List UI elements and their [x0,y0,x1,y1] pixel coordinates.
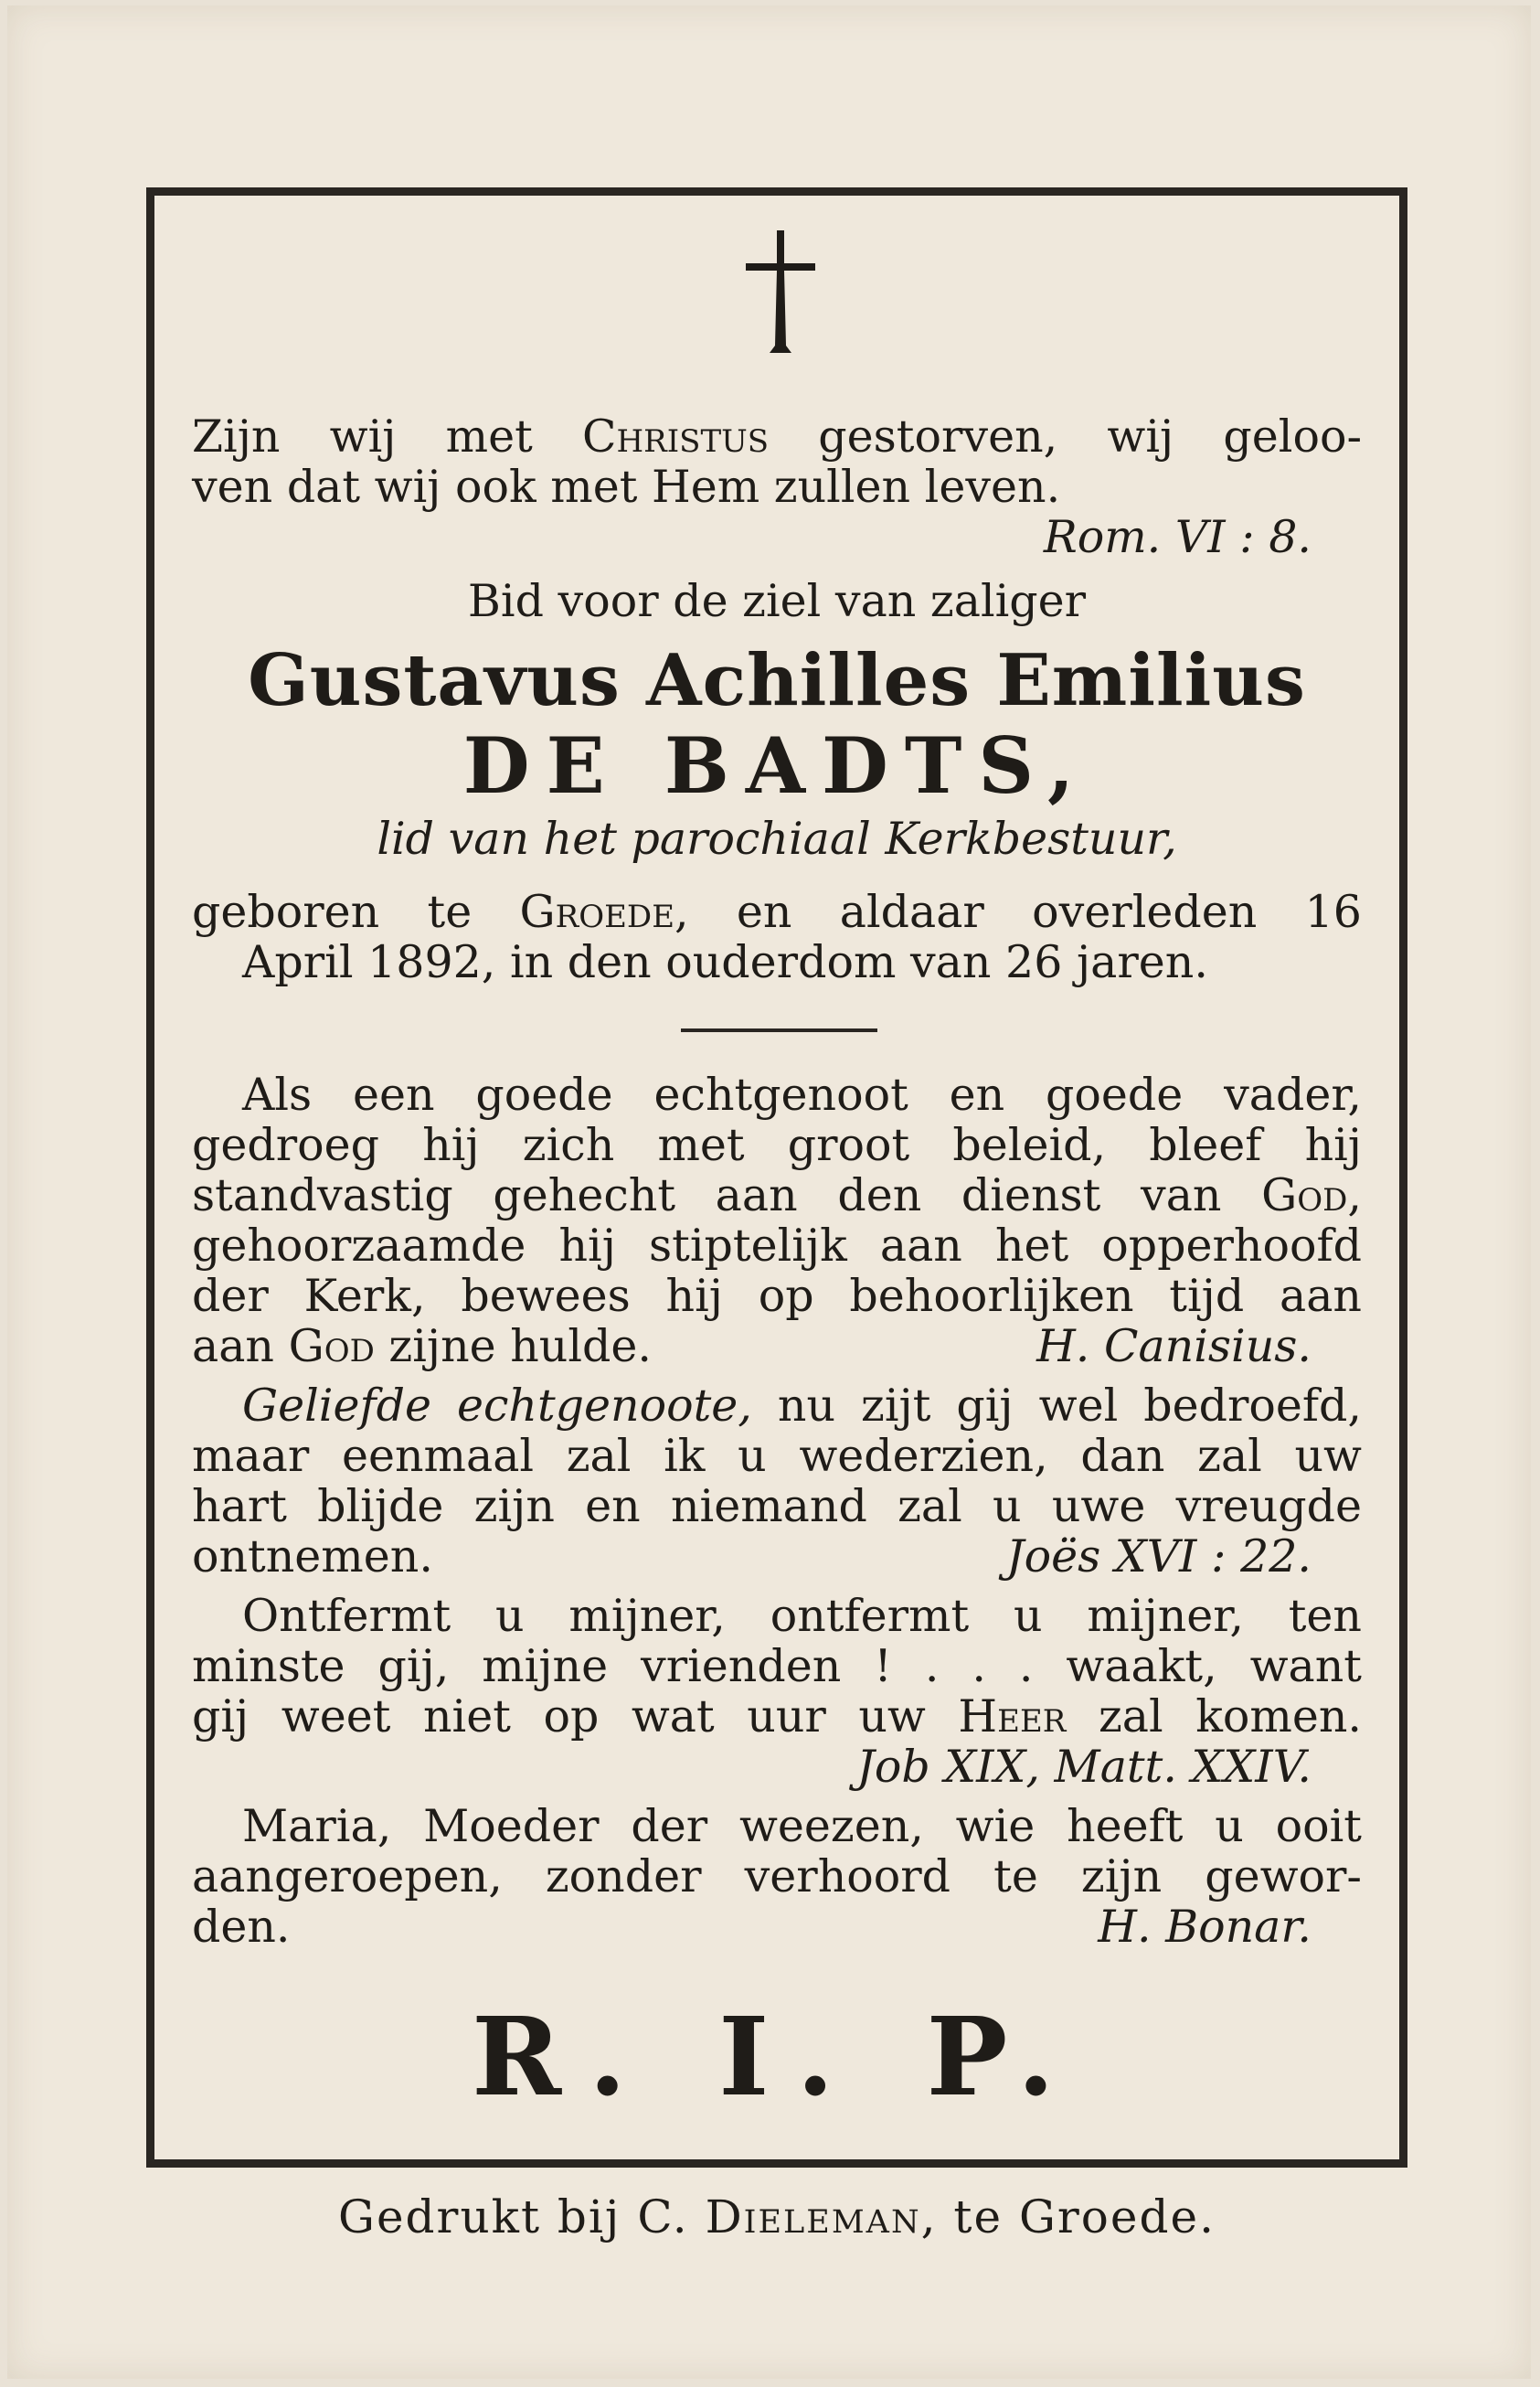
para3-line3: gij weet niet op wat uur uw Heer zal komen. [192,1690,1363,1742]
para4-reference: H. Bonar. [1098,1901,1312,1953]
para2-line1: Geliefde echtgenoote, nu zijt gij wel bedroefd, [242,1380,1362,1432]
divider-rule [681,1028,877,1032]
para1-reference: H. Canisius. [1036,1320,1312,1372]
printer-credit: Gedrukt bij C. Dieleman, te Groede. [338,2190,1216,2243]
para2-line4: ontnemen. [192,1530,433,1582]
para1-line2: gedroeg hij zich met groot beleid, bleef hij [192,1119,1362,1171]
rip-heading: R. I. P. [472,1993,1082,2120]
para1-line5: der Kerk, bewees hij op behoorlijken tijd aan [192,1270,1362,1322]
para3-line1: Ontfermt u mijner, ontfermt u mijner, ten [242,1590,1362,1642]
para2-line3: hart blijde zijn en niemand zal u uwe vreugde [192,1480,1362,1532]
para4-line1: Maria, Moeder der weezen, wie heeft u ooit [242,1800,1362,1852]
para1-line3: standvastig gehecht aan den dienst van God, [192,1169,1362,1221]
deceased-role: lid van het parochiaal Kerkbestuur, [377,813,1177,865]
deceased-surname: DE BADTS, [462,720,1091,811]
para2-line2: maar eenmaal zal ik u wederzien, dan zal uw [192,1430,1362,1482]
para3-line2: minste gij, mijne vrienden ! . . . waakt, want [192,1640,1362,1692]
cross-icon [744,229,817,357]
quote1-line2: ven dat wij ook met Hem zullen leven. [192,461,1061,513]
para2-reference: Joës XVI : 22. [1005,1530,1312,1582]
quote1-reference: Rom. VI : 8. [1043,511,1312,563]
para3-reference: Job XIX, Matt. XXIV. [856,1741,1312,1793]
para1-line4: gehoorzaamde hij stiptelijk aan het opperhoofd [192,1220,1362,1272]
para4-line3: den. [192,1901,291,1953]
deceased-given-names: Gustavus Achilles Emilius [248,639,1306,722]
quote1-line1: Zijn wij met Christus gestorven, wij geloo- [192,410,1362,463]
prayer-intro: Bid voor de ziel van zaliger [467,575,1087,627]
birth-line2: April 1892, in den ouderdom van 26 jaren. [242,936,1208,988]
para4-line2: aangeroepen, zonder verhoord te zijn gewor- [192,1850,1362,1902]
para1-line1: Als een goede echtgenoot en goede vader, [242,1069,1362,1121]
birth-line1: geboren te Groede, en aldaar overleden 16 [192,886,1362,938]
para1-line6: aan God zijne hulde. [192,1320,652,1372]
